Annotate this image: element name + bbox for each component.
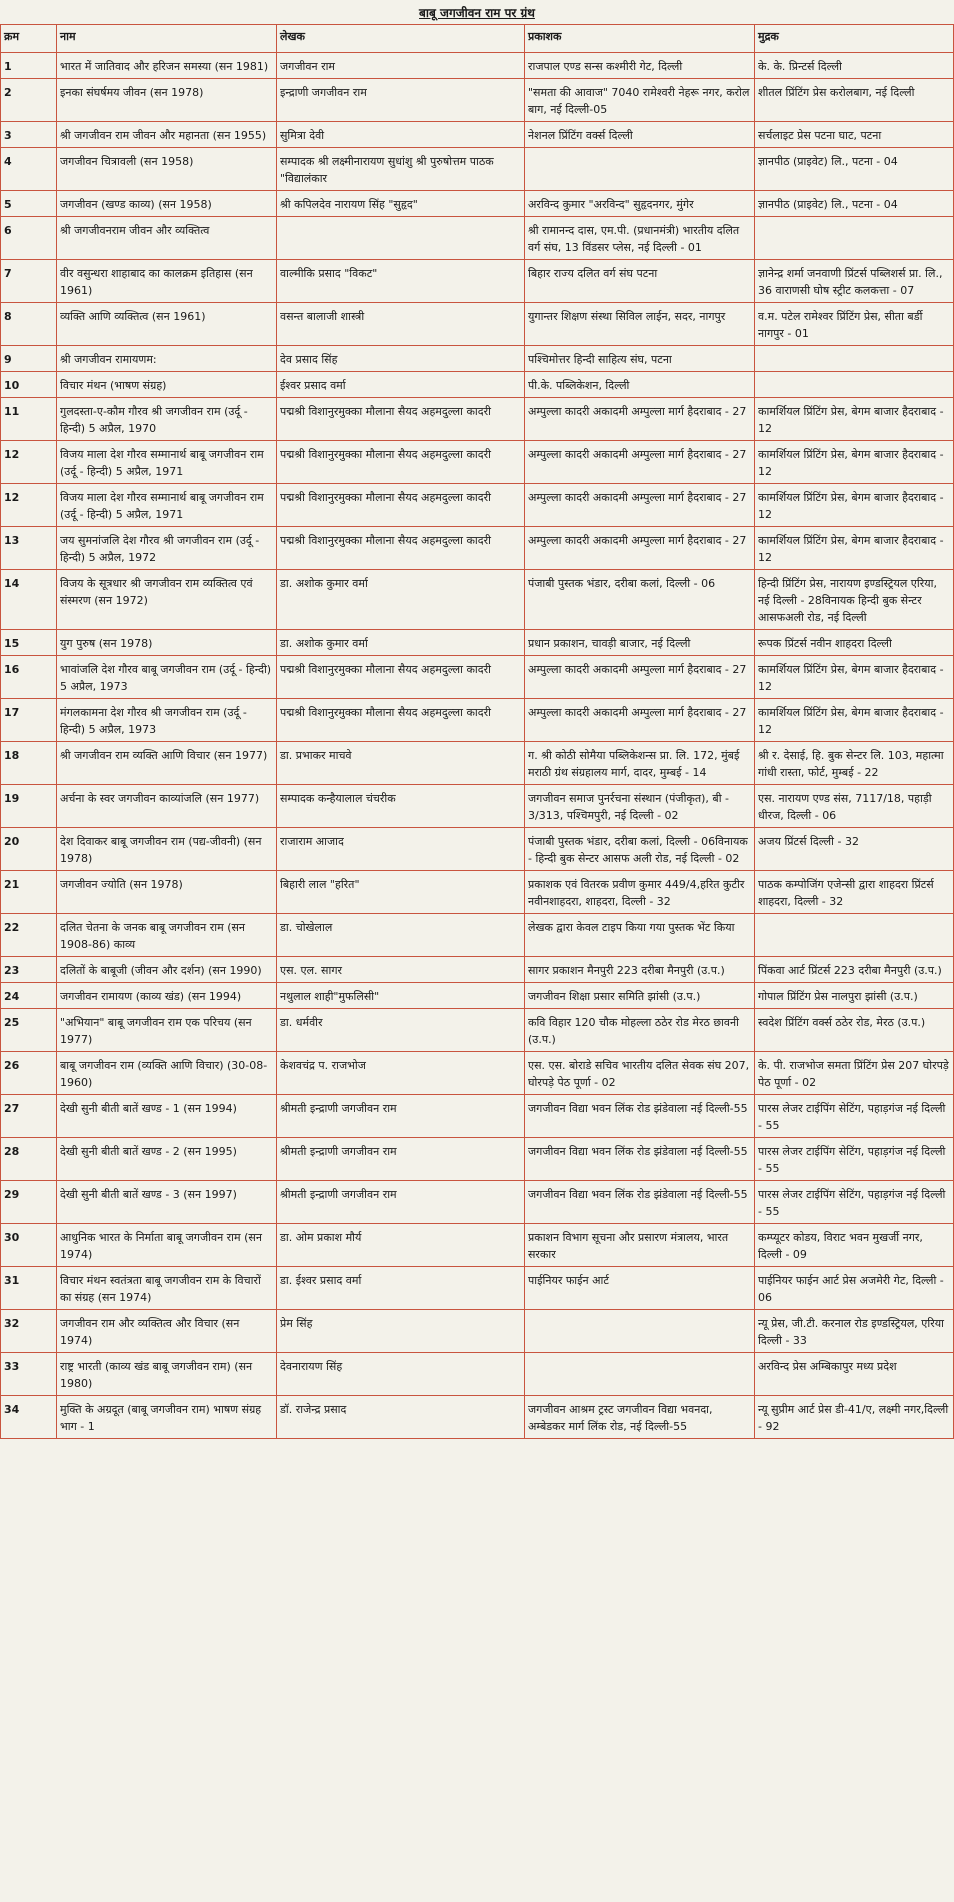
table-row xyxy=(1,656,954,699)
cell-printer: न्यू प्रेस, जी.टी. करनाल रोड इण्डस्ट्रियल, एरिया दिल्ली - 33 xyxy=(755,1310,954,1353)
cell-publisher: ग. श्री कोठी सोमैया पब्लिकेशन्स प्रा. लि. 172, मुंबई मराठी ग्रंथ संग्रहालय मार्ग, दादर, मुम्बई - 14 xyxy=(525,742,755,785)
cell-serial: 17 xyxy=(1,699,57,742)
cell-printer: पाईनियर फाईन आर्ट प्रेस अजमेरी गेट, दिल्ली - 06 xyxy=(755,1267,954,1310)
cell-name: आधुनिक भारत के निर्माता बाबू जगजीवन राम (सन 1974) xyxy=(57,1224,277,1267)
cell-printer: कामर्शियल प्रिंटिंग प्रेस, बेगम बाजार हैदराबाद - 12 xyxy=(755,441,954,484)
cell-name: भारत में जातिवाद और हरिजन समस्या (सन 1981) xyxy=(57,53,277,79)
table-row xyxy=(1,1138,954,1181)
books-table xyxy=(0,24,954,1439)
cell-author: डा. ईश्वर प्रसाद वर्मा xyxy=(277,1267,525,1310)
cell-publisher: राजपाल एण्ड सन्स कश्मीरी गेट, दिल्ली xyxy=(525,53,755,79)
table-row xyxy=(1,983,954,1009)
cell-name: विचार मंथन (भाषण संग्रह) xyxy=(57,372,277,398)
cell-name: विजय के सूत्रधार श्री जगजीवन राम व्यक्तित्व एवं संस्मरण (सन 1972) xyxy=(57,570,277,630)
cell-publisher: अम्पुल्ला कादरी अकादमी अम्पुल्ला मार्ग हैदराबाद - 27 xyxy=(525,398,755,441)
cell-serial: 19 xyxy=(1,785,57,828)
cell-publisher: युगान्तर शिक्षण संस्था सिविल लाईन, सदर, नागपुर xyxy=(525,303,755,346)
cell-printer: कामर्शियल प्रिंटिंग प्रेस, बेगम बाजार हैदराबाद - 12 xyxy=(755,699,954,742)
cell-serial: 14 xyxy=(1,570,57,630)
table-row xyxy=(1,191,954,217)
table-row xyxy=(1,1267,954,1310)
table-row xyxy=(1,914,954,957)
cell-serial: 6 xyxy=(1,217,57,260)
header-printer: मुद्रक xyxy=(755,25,954,53)
cell-printer: कामर्शियल प्रिंटिंग प्रेस, बेगम बाजार हैदराबाद - 12 xyxy=(755,527,954,570)
cell-publisher: प्रकाशन विभाग सूचना और प्रसारण मंत्रालय, भारत सरकार xyxy=(525,1224,755,1267)
cell-publisher xyxy=(525,148,755,191)
cell-author: पद्मश्री विशानुरमुक्का मौलाना सैयद अहमदुल्ला कादरी xyxy=(277,699,525,742)
table-row xyxy=(1,1310,954,1353)
cell-serial: 12 xyxy=(1,484,57,527)
cell-printer xyxy=(755,372,954,398)
cell-printer: पारस लेजर टाईपिंग सेटिंग, पहाड़गंज नई दिल्ली - 55 xyxy=(755,1181,954,1224)
cell-printer xyxy=(755,217,954,260)
cell-printer: ज्ञानेन्द्र शर्मा जनवाणी प्रिंटर्स पब्लिशर्स प्रा. लि., 36 वाराणसी घोष स्ट्रीट कलकत्ता - 07 xyxy=(755,260,954,303)
cell-author: श्री कपिलदेव नारायण सिंह "सुहृद" xyxy=(277,191,525,217)
cell-serial: 8 xyxy=(1,303,57,346)
cell-serial: 13 xyxy=(1,527,57,570)
table-row xyxy=(1,871,954,914)
cell-publisher: जगजीवन विद्या भवन लिंक रोड झंडेवाला नई दिल्ली-55 xyxy=(525,1181,755,1224)
table-row xyxy=(1,79,954,122)
cell-publisher: कवि विहार 120 चौक मोहल्ला ठठेर रोड मेरठ छावनी (उ.प.) xyxy=(525,1009,755,1052)
table-row xyxy=(1,699,954,742)
cell-publisher: प्रधान प्रकाशन, चावड़ी बाजार, नई दिल्ली xyxy=(525,630,755,656)
cell-serial: 5 xyxy=(1,191,57,217)
table-row xyxy=(1,122,954,148)
cell-serial: 11 xyxy=(1,398,57,441)
cell-name: जगजीवन रामायण (काव्य खंड) (सन 1994) xyxy=(57,983,277,1009)
cell-printer: कम्प्यूटर कोडय, विराट भवन मुखर्जी नगर, दिल्ली - 09 xyxy=(755,1224,954,1267)
cell-serial: 4 xyxy=(1,148,57,191)
cell-author: राजाराम आजाद xyxy=(277,828,525,871)
cell-name: मंगलकामना देश गौरव श्री जगजीवन राम (उर्दू - हिन्दी) 5 अप्रैल, 1973 xyxy=(57,699,277,742)
table-row xyxy=(1,570,954,630)
cell-name: बाबू जगजीवन राम (व्यक्ति आणि विचार) (30-08-1960) xyxy=(57,1052,277,1095)
cell-publisher: जगजीवन समाज पुनर्रचना संस्थान (पंजीकृत), बी - 3/313, पश्चिमपुरी, नई दिल्ली - 02 xyxy=(525,785,755,828)
cell-author: वाल्मीकि प्रसाद "विकट" xyxy=(277,260,525,303)
cell-publisher: अम्पुल्ला कादरी अकादमी अम्पुल्ला मार्ग हैदराबाद - 27 xyxy=(525,527,755,570)
cell-publisher: सागर प्रकाशन मैनपुरी 223 दरीबा मैनपुरी (उ.प.) xyxy=(525,957,755,983)
cell-author: श्रीमती इन्द्राणी जगजीवन राम xyxy=(277,1095,525,1138)
page-title: बाबू जगजीवन राम पर ग्रंथ xyxy=(419,6,535,20)
cell-name: भावांजलि देश गौरव बाबू जगजीवन राम (उर्दू - हिन्दी) 5 अप्रैल, 1973 xyxy=(57,656,277,699)
cell-author: पद्मश्री विशानुरमुक्का मौलाना सैयद अहमदुल्ला कादरी xyxy=(277,441,525,484)
table-row xyxy=(1,828,954,871)
cell-author: सम्पादक श्री लक्ष्मीनारायण सुधांशु श्री पुरुषोत्तम पाठक "विद्यालंकार xyxy=(277,148,525,191)
cell-author: इन्द्राणी जगजीवन राम xyxy=(277,79,525,122)
cell-name: श्री जगजीवन रामायणम: xyxy=(57,346,277,372)
cell-name: जगजीवन राम और व्यक्तित्व और विचार (सन 1974) xyxy=(57,1310,277,1353)
cell-publisher xyxy=(525,1310,755,1353)
cell-publisher: अम्पुल्ला कादरी अकादमी अम्पुल्ला मार्ग हैदराबाद - 27 xyxy=(525,699,755,742)
table-header-row xyxy=(1,25,954,53)
cell-name: दलित चेतना के जनक बाबू जगजीवन राम (सन 1908-86) काव्य xyxy=(57,914,277,957)
cell-serial: 24 xyxy=(1,983,57,1009)
cell-author: डा. ओम प्रकाश मौर्य xyxy=(277,1224,525,1267)
cell-name: जय सुमनांजलि देश गौरव श्री जगजीवन राम (उर्दू - हिन्दी) 5 अप्रैल, 1972 xyxy=(57,527,277,570)
cell-serial: 7 xyxy=(1,260,57,303)
cell-name: देखी सुनी बीती बातें खण्ड - 1 (सन 1994) xyxy=(57,1095,277,1138)
cell-printer: पारस लेजर टाईपिंग सेटिंग, पहाड़गंज नई दिल्ली - 55 xyxy=(755,1138,954,1181)
cell-publisher: एस. एस. बोराडे सचिव भारतीय दलित सेवक संघ 207, घोरपड़े पेठ पूर्णा - 02 xyxy=(525,1052,755,1095)
cell-author: पद्मश्री विशानुरमुक्का मौलाना सैयद अहमदुल्ला कादरी xyxy=(277,484,525,527)
cell-name: युग पुरुष (सन 1978) xyxy=(57,630,277,656)
cell-author: जगजीवन राम xyxy=(277,53,525,79)
cell-serial: 16 xyxy=(1,656,57,699)
cell-serial: 30 xyxy=(1,1224,57,1267)
cell-serial: 31 xyxy=(1,1267,57,1310)
cell-serial: 26 xyxy=(1,1052,57,1095)
table-row xyxy=(1,785,954,828)
cell-serial: 1 xyxy=(1,53,57,79)
cell-serial: 27 xyxy=(1,1095,57,1138)
table-row xyxy=(1,1396,954,1439)
cell-name: देखी सुनी बीती बातें खण्ड - 3 (सन 1997) xyxy=(57,1181,277,1224)
cell-name: राष्ट्र भारती (काव्य खंड बाबू जगजीवन राम) (सन 1980) xyxy=(57,1353,277,1396)
cell-name: गुलदस्ता-ए-कौम गौरव श्री जगजीवन राम (उर्दू - हिन्दी) 5 अप्रैल, 1970 xyxy=(57,398,277,441)
table-row xyxy=(1,527,954,570)
cell-serial: 32 xyxy=(1,1310,57,1353)
cell-printer: एस. नारायण एण्ड संस, 7117/18, पहाड़ी धीरज, दिल्ली - 06 xyxy=(755,785,954,828)
cell-author: पद्मश्री विशानुरमुक्का मौलाना सैयद अहमदुल्ला कादरी xyxy=(277,656,525,699)
cell-printer: गोपाल प्रिंटिंग प्रेस नालपुरा झांसी (उ.प.) xyxy=(755,983,954,1009)
cell-publisher: अरविन्द कुमार "अरविन्द" सुहृदनगर, मुंगेर xyxy=(525,191,755,217)
header-serial: क्रम xyxy=(1,25,57,53)
cell-name: अर्चना के स्वर जगजीवन काव्यांजलि (सन 1977) xyxy=(57,785,277,828)
cell-publisher: पी.के. पब्लिकेशन, दिल्ली xyxy=(525,372,755,398)
cell-printer: पाठक कम्पोजिंग एजेन्सी द्वारा शाहदरा प्रिंटर्स शाहदरा, दिल्ली - 32 xyxy=(755,871,954,914)
table-row xyxy=(1,1052,954,1095)
cell-author: बिहारी लाल "हरित" xyxy=(277,871,525,914)
cell-printer: कामर्शियल प्रिंटिंग प्रेस, बेगम बाजार हैदराबाद - 12 xyxy=(755,656,954,699)
cell-author xyxy=(277,217,525,260)
cell-serial: 10 xyxy=(1,372,57,398)
cell-name: विजय माला देश गौरव सम्मानार्थ बाबू जगजीवन राम (उर्दू - हिन्दी) 5 अप्रैल, 1971 xyxy=(57,441,277,484)
cell-author: वसन्त बालाजी शास्त्री xyxy=(277,303,525,346)
cell-name: श्री जगजीवन राम व्यक्ति आणि विचार (सन 1977) xyxy=(57,742,277,785)
cell-publisher: पंजाबी पुस्तक भंडार, दरीबा कलां, दिल्ली - 06विनायक - हिन्दी बुक सेन्टर आसफ अली रोड, नई दिल्ली - 02 xyxy=(525,828,755,871)
cell-name: इनका संघर्षमय जीवन (सन 1978) xyxy=(57,79,277,122)
cell-serial: 33 xyxy=(1,1353,57,1396)
table-row xyxy=(1,957,954,983)
cell-publisher: नेशनल प्रिंटिंग वर्क्स दिल्ली xyxy=(525,122,755,148)
cell-printer: अजय प्रिंटर्स दिल्ली - 32 xyxy=(755,828,954,871)
cell-name: विचार मंथन स्वतंत्रता बाबू जगजीवन राम के विचारों का संग्रह (सन 1974) xyxy=(57,1267,277,1310)
cell-printer: पिंकवा आर्ट प्रिंटर्स 223 दरीबा मैनपुरी (उ.प.) xyxy=(755,957,954,983)
cell-printer: सर्चलाइट प्रेस पटना घाट, पटना xyxy=(755,122,954,148)
cell-printer: ज्ञानपीठ (प्राइवेट) लि., पटना - 04 xyxy=(755,191,954,217)
header-name: नाम xyxy=(57,25,277,53)
cell-author: सुमित्रा देवी xyxy=(277,122,525,148)
cell-printer: शीतल प्रिंटिंग प्रेस करोलबाग, नई दिल्ली xyxy=(755,79,954,122)
cell-serial: 15 xyxy=(1,630,57,656)
cell-serial: 3 xyxy=(1,122,57,148)
cell-printer: पारस लेजर टाईपिंग सेटिंग, पहाड़गंज नई दिल्ली - 55 xyxy=(755,1095,954,1138)
cell-publisher: पंजाबी पुस्तक भंडार, दरीबा कलां, दिल्ली - 06 xyxy=(525,570,755,630)
cell-publisher: "समता की आवाज" 7040 रामेश्वरी नेहरू नगर, करोल बाग, नई दिल्ली-05 xyxy=(525,79,755,122)
table-row xyxy=(1,1353,954,1396)
cell-author: श्रीमती इन्द्राणी जगजीवन राम xyxy=(277,1181,525,1224)
cell-printer xyxy=(755,346,954,372)
cell-name: देश दिवाकर बाबू जगजीवन राम (पद्य-जीवनी) (सन 1978) xyxy=(57,828,277,871)
cell-publisher: जगजीवन विद्या भवन लिंक रोड झंडेवाला नई दिल्ली-55 xyxy=(525,1138,755,1181)
table-row xyxy=(1,372,954,398)
table-row xyxy=(1,484,954,527)
cell-printer: स्वदेश प्रिंटिंग वर्क्स ठठेर रोड, मेरठ (उ.प.) xyxy=(755,1009,954,1052)
cell-name: श्री जगजीवन राम जीवन और महानता (सन 1955) xyxy=(57,122,277,148)
cell-author: एस. एल. सागर xyxy=(277,957,525,983)
table-row xyxy=(1,398,954,441)
table-row xyxy=(1,1224,954,1267)
cell-serial: 23 xyxy=(1,957,57,983)
cell-serial: 18 xyxy=(1,742,57,785)
cell-author: पद्मश्री विशानुरमुक्का मौलाना सैयद अहमदुल्ला कादरी xyxy=(277,398,525,441)
table-row xyxy=(1,260,954,303)
cell-publisher: जगजीवन विद्या भवन लिंक रोड झंडेवाला नई दिल्ली-55 xyxy=(525,1095,755,1138)
cell-printer xyxy=(755,914,954,957)
cell-author: डा. धर्मवीर xyxy=(277,1009,525,1052)
table-row xyxy=(1,1095,954,1138)
cell-printer: के. के. प्रिन्टर्स दिल्ली xyxy=(755,53,954,79)
cell-printer: कामर्शियल प्रिंटिंग प्रेस, बेगम बाजार हैदराबाद - 12 xyxy=(755,484,954,527)
cell-name: वीर वसुन्धरा शाहाबाद का कालक्रम इतिहास (सन 1961) xyxy=(57,260,277,303)
cell-name: जगजीवन (खण्ड काव्य) (सन 1958) xyxy=(57,191,277,217)
cell-author: डा. प्रभाकर माचवे xyxy=(277,742,525,785)
header-publisher: प्रकाशक xyxy=(525,25,755,53)
cell-author: डॉ. राजेन्द्र प्रसाद xyxy=(277,1396,525,1439)
table-row xyxy=(1,303,954,346)
header-author: लेखक xyxy=(277,25,525,53)
cell-author: श्रीमती इन्द्राणी जगजीवन राम xyxy=(277,1138,525,1181)
cell-printer: अरविन्द प्रेस अम्बिकापुर मध्य प्रदेश xyxy=(755,1353,954,1396)
cell-publisher: अम्पुल्ला कादरी अकादमी अम्पुल्ला मार्ग हैदराबाद - 27 xyxy=(525,441,755,484)
cell-author: डा. अशोक कुमार वर्मा xyxy=(277,570,525,630)
cell-publisher: लेखक द्वारा केवल टाइप किया गया पुस्तक भेंट किया xyxy=(525,914,755,957)
cell-printer: ज्ञानपीठ (प्राइवेट) लि., पटना - 04 xyxy=(755,148,954,191)
table-row xyxy=(1,1181,954,1224)
cell-author: डा. अशोक कुमार वर्मा xyxy=(277,630,525,656)
cell-name: देखी सुनी बीती बातें खण्ड - 2 (सन 1995) xyxy=(57,1138,277,1181)
cell-serial: 20 xyxy=(1,828,57,871)
cell-publisher: बिहार राज्य दलित वर्ग संघ पटना xyxy=(525,260,755,303)
cell-printer: व.म. पटेल रामेश्वर प्रिंटिंग प्रेस, सीता बर्डी नागपुर - 01 xyxy=(755,303,954,346)
table-row xyxy=(1,346,954,372)
cell-publisher: श्री रामानन्द दास, एम.पी. (प्रधानमंत्री) भारतीय दलित वर्ग संघ, 13 विंडसर प्लेस, नई दिल्ली - 01 xyxy=(525,217,755,260)
cell-author: ईश्वर प्रसाद वर्मा xyxy=(277,372,525,398)
cell-author: पद्मश्री विशानुरमुक्का मौलाना सैयद अहमदुल्ला कादरी xyxy=(277,527,525,570)
cell-serial: 21 xyxy=(1,871,57,914)
cell-name: जगजीवन चित्रावली (सन 1958) xyxy=(57,148,277,191)
cell-publisher: अम्पुल्ला कादरी अकादमी अम्पुल्ला मार्ग हैदराबाद - 27 xyxy=(525,484,755,527)
cell-name: दलितों के बाबूजी (जीवन और दर्शन) (सन 1990) xyxy=(57,957,277,983)
cell-serial: 28 xyxy=(1,1138,57,1181)
cell-publisher xyxy=(525,1353,755,1396)
cell-author: नथुलाल शाही"मुफलिसी" xyxy=(277,983,525,1009)
cell-serial: 9 xyxy=(1,346,57,372)
table-row xyxy=(1,630,954,656)
cell-author: सम्पादक कन्हैयालाल चंचरीक xyxy=(277,785,525,828)
cell-name: मुक्ति के अग्रदूत (बाबू जगजीवन राम) भाषण संग्रह भाग - 1 xyxy=(57,1396,277,1439)
table-row xyxy=(1,53,954,79)
table-row xyxy=(1,742,954,785)
cell-name: जगजीवन ज्योति (सन 1978) xyxy=(57,871,277,914)
cell-printer: रूपक प्रिंटर्स नवीन शाहदरा दिल्ली xyxy=(755,630,954,656)
cell-publisher: पश्चिमोत्तर हिन्दी साहित्य संघ, पटना xyxy=(525,346,755,372)
table-row xyxy=(1,441,954,484)
cell-serial: 25 xyxy=(1,1009,57,1052)
cell-author: डा. चोखेलाल xyxy=(277,914,525,957)
cell-name: "अभियान" बाबू जगजीवन राम एक परिचय (सन 1977) xyxy=(57,1009,277,1052)
cell-publisher: अम्पुल्ला कादरी अकादमी अम्पुल्ला मार्ग हैदराबाद - 27 xyxy=(525,656,755,699)
cell-printer: न्यू सुप्रीम आर्ट प्रेस डी-41/ए, लक्ष्मी नगर,दिल्ली - 92 xyxy=(755,1396,954,1439)
cell-publisher: जगजीवन शिक्षा प्रसार समिति झांसी (उ.प.) xyxy=(525,983,755,1009)
cell-serial: 29 xyxy=(1,1181,57,1224)
cell-publisher: पाईनियर फाईन आर्ट xyxy=(525,1267,755,1310)
cell-publisher: जगजीवन आश्रम ट्रस्ट जगजीवन विद्या भवनदा, अम्बेडकर मार्ग लिंक रोड, नई दिल्ली-55 xyxy=(525,1396,755,1439)
table-row xyxy=(1,148,954,191)
cell-publisher: प्रकाशक एवं वितरक प्रवीण कुमार 449/4,हरित कुटीर नवीनशाहदरा, शाहदरा, दिल्ली - 32 xyxy=(525,871,755,914)
cell-serial: 22 xyxy=(1,914,57,957)
cell-author: देवनारायण सिंह xyxy=(277,1353,525,1396)
cell-author: केशवचंद्र प. राजभोज xyxy=(277,1052,525,1095)
table-row xyxy=(1,1009,954,1052)
cell-printer: कामर्शियल प्रिंटिंग प्रेस, बेगम बाजार हैदराबाद - 12 xyxy=(755,398,954,441)
table-row xyxy=(1,217,954,260)
cell-author: देव प्रसाद सिंह xyxy=(277,346,525,372)
cell-serial: 34 xyxy=(1,1396,57,1439)
cell-name: व्यक्ति आणि व्यक्तित्व (सन 1961) xyxy=(57,303,277,346)
cell-serial: 12 xyxy=(1,441,57,484)
cell-name: विजय माला देश गौरव सम्मानार्थ बाबू जगजीवन राम (उर्दू - हिन्दी) 5 अप्रैल, 1971 xyxy=(57,484,277,527)
cell-author: प्रेम सिंह xyxy=(277,1310,525,1353)
cell-name: श्री जगजीवनराम जीवन और व्यक्तित्व xyxy=(57,217,277,260)
cell-printer: हिन्दी प्रिंटिंग प्रेस, नारायण इण्डस्ट्रियल एरिया, नई दिल्ली - 28विनायक हिन्दी बुक सेन्टर आसफअली रोड, नई दिल्ली xyxy=(755,570,954,630)
cell-printer: श्री र. देसाई, हि. बुक सेन्टर लि. 103, महात्मा गांधी रास्ता, फोर्ट, मुम्बई - 22 xyxy=(755,742,954,785)
cell-serial: 2 xyxy=(1,79,57,122)
cell-printer: के. पी. राजभोज समता प्रिंटिंग प्रेस 207 घोरपड़े पेठ पूर्णा - 02 xyxy=(755,1052,954,1095)
